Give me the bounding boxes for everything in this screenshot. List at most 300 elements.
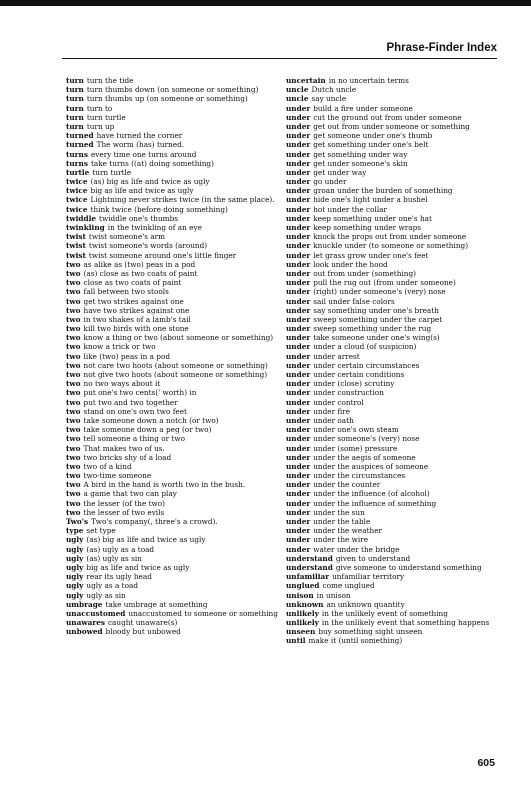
index-entry [66, 434, 278, 443]
index-entry [66, 223, 278, 232]
index-entry [286, 361, 498, 370]
index-entry [66, 425, 278, 434]
index-entry [286, 333, 498, 342]
index-phrase: in unison [316, 590, 351, 600]
index-headword: under [286, 333, 311, 343]
index-headword: ugly [66, 572, 84, 582]
index-phrase: under certain circumstances [313, 360, 420, 370]
index-headword: under [286, 149, 311, 159]
index-phrase: in the unlikely event that something happens [321, 618, 490, 628]
index-headword: twist [66, 232, 86, 242]
index-entry [286, 113, 498, 122]
index-entry [66, 232, 278, 241]
index-entry [66, 241, 278, 250]
index-headword: two [66, 452, 81, 462]
index-entry [286, 251, 498, 260]
index-entry [286, 269, 498, 278]
index-phrase: every time one turns around [90, 149, 197, 159]
index-phrase: under the circumstances [313, 471, 406, 481]
index-phrase: ugly as sin [86, 590, 126, 600]
index-entry [286, 379, 498, 388]
index-phrase: a game that two can play [83, 489, 177, 499]
index-entry [286, 85, 498, 94]
index-phrase: under control [313, 397, 364, 407]
index-headword: under [286, 342, 311, 352]
index-headword: under [286, 379, 311, 389]
index-phrase: have two strikes against one [83, 305, 190, 315]
index-headword: twice [66, 195, 88, 205]
index-headword: under [286, 480, 311, 490]
index-entry [66, 76, 278, 85]
index-headword: under [286, 443, 311, 453]
index-entry [66, 563, 278, 572]
index-entry [286, 499, 498, 508]
index-entry [286, 342, 498, 351]
index-entry [286, 508, 498, 517]
index-phrase: rear its ugly head [86, 572, 152, 582]
index-entry [66, 517, 278, 526]
index-headword: under [286, 158, 311, 168]
index-phrase: get someone under one's thumb [313, 131, 433, 141]
index-entry [286, 150, 498, 159]
index-phrase: knuckle under (to someone or something) [313, 241, 469, 251]
index-phrase: That makes two of us. [83, 443, 165, 453]
index-phrase: hide one's light under a bushel [313, 195, 428, 205]
index-phrase: given to understand [335, 553, 411, 563]
index-headword: under [286, 213, 311, 223]
index-entry [286, 324, 498, 333]
index-entry [286, 186, 498, 195]
index-phrase: turn turtle [86, 112, 126, 122]
index-entry [286, 370, 498, 379]
index-headword: unbowed [66, 627, 103, 637]
index-entry [286, 618, 498, 627]
index-headword: under [286, 471, 311, 481]
index-headword: turn [66, 103, 84, 113]
index-headword: under [286, 186, 311, 196]
index-phrase: kill two birds with one stone [83, 324, 189, 334]
index-entry [66, 251, 278, 260]
index-entry [286, 416, 498, 425]
running-header-title: Phrase-Finder Index [386, 42, 497, 54]
index-phrase: under oath [313, 415, 354, 425]
index-phrase: two-time someone [83, 471, 152, 481]
index-entry [66, 278, 278, 287]
index-headword: Two's [66, 517, 89, 526]
index-phrase: hot under the collar [313, 204, 387, 214]
index-phrase: an unknown quantity [326, 599, 405, 609]
index-entry [66, 609, 278, 618]
index-entry [286, 352, 498, 361]
index-entry [66, 205, 278, 214]
index-phrase: sweep something under the rug [313, 324, 432, 334]
index-phrase: under someone's (very) nose [313, 434, 420, 444]
index-phrase: come unglued [322, 581, 375, 591]
index-entry [66, 554, 278, 563]
index-headword: under [286, 425, 311, 435]
index-phrase: take someone down a notch (or two) [83, 415, 219, 425]
index-entry [286, 177, 498, 186]
index-phrase: under one's own steam [313, 425, 399, 435]
index-headword: two [66, 333, 81, 343]
index-phrase: get something under one's belt [313, 140, 429, 150]
index-headword: turn [66, 85, 84, 95]
index-phrase: under the influence of something [313, 498, 437, 508]
index-phrase: not care two hoots (about someone or something) [83, 360, 268, 370]
index-entry [66, 150, 278, 159]
index-phrase: (as) big as life and twice as ugly [86, 535, 206, 545]
index-entry [286, 572, 498, 581]
index-entry [66, 140, 278, 149]
index-column-left [66, 76, 278, 636]
index-headword: under [286, 526, 311, 536]
index-headword: under [286, 397, 311, 407]
index-entry [66, 168, 278, 177]
index-entry [286, 627, 498, 636]
index-phrase: know a trick or two [83, 342, 156, 352]
index-entry [286, 535, 498, 544]
index-headword: two [66, 480, 81, 490]
index-phrase: (as) ugly as sin [86, 553, 142, 563]
index-entry [286, 581, 498, 590]
index-entry [66, 342, 278, 351]
index-phrase: look under the hood [313, 259, 388, 269]
index-headword: unawares [66, 618, 105, 628]
index-phrase: cut the ground out from under someone [313, 112, 462, 122]
index-entry [66, 600, 278, 609]
index-entry [286, 407, 498, 416]
index-entry [66, 471, 278, 480]
index-headword: under [286, 314, 311, 324]
index-entry [66, 627, 278, 636]
index-headword: turned [66, 131, 94, 141]
page-number: 605 [477, 757, 495, 769]
index-entry [286, 545, 498, 554]
index-headword: under [286, 278, 311, 288]
index-headword: until [286, 636, 306, 646]
index-entry [286, 122, 498, 131]
index-phrase: under the table [313, 517, 371, 526]
index-headword: under [286, 195, 311, 205]
index-entry [286, 563, 498, 572]
index-phrase: think twice (before doing something) [90, 204, 228, 214]
index-entry [286, 434, 498, 443]
index-phrase: unfamiliar territory [332, 572, 405, 582]
index-headword: two [66, 268, 81, 278]
index-phrase: under certain conditions [313, 370, 405, 379]
index-phrase: set type [86, 526, 116, 536]
index-entry [66, 113, 278, 122]
index-entry [286, 223, 498, 232]
index-headword: under [286, 204, 311, 214]
index-entry [66, 94, 278, 103]
index-headword: twist [66, 250, 86, 260]
index-headword: understand [286, 562, 333, 572]
index-entry [286, 517, 498, 526]
index-entry [286, 600, 498, 609]
index-phrase: Lightning never strikes twice (in the same place). [90, 195, 275, 205]
index-entry [66, 324, 278, 333]
index-headword: under [286, 370, 311, 379]
index-entry [66, 159, 278, 168]
index-headword: turtle [66, 167, 90, 177]
index-phrase: pull the rug out (from under someone) [313, 278, 456, 288]
index-entry [66, 104, 278, 113]
index-headword: two [66, 397, 81, 407]
index-phrase: two of a kind [83, 461, 132, 471]
index-phrase: unaccustomed to someone or something [128, 608, 278, 618]
index-headword: two [66, 388, 81, 398]
index-entry [286, 306, 498, 315]
index-entry [66, 581, 278, 590]
index-entry [66, 297, 278, 306]
index-entry [286, 159, 498, 168]
index-entry [286, 526, 498, 535]
index-phrase: no two ways about it [83, 379, 161, 389]
index-phrase: (as) big as life and twice as ugly [90, 177, 210, 187]
index-headword: two [66, 471, 81, 481]
index-headword: under [286, 305, 311, 315]
index-headword: under [286, 498, 311, 508]
index-entry [66, 462, 278, 471]
index-headword: two [66, 461, 81, 471]
index-headword: understand [286, 553, 333, 563]
index-entry [286, 241, 498, 250]
index-entry [286, 104, 498, 113]
index-phrase: put one's two cents(' worth) in [83, 388, 197, 398]
index-headword: two [66, 425, 81, 435]
index-phrase: turn to [86, 103, 113, 113]
index-entry [66, 333, 278, 342]
index-column-right [286, 76, 498, 646]
index-headword: under [286, 535, 311, 545]
index-entry [66, 535, 278, 544]
index-headword: unknown [286, 599, 324, 609]
index-phrase: twist someone around one's little finger [88, 250, 237, 260]
index-entry [286, 168, 498, 177]
index-headword: under [286, 452, 311, 462]
index-headword: two [66, 415, 81, 425]
index-headword: under [286, 268, 311, 278]
index-headword: under [286, 517, 311, 526]
index-phrase: in two shakes of a lamb's tail [83, 314, 191, 324]
index-phrase: let grass grow under one's feet [313, 250, 429, 260]
index-headword: two [66, 406, 81, 416]
index-headword: under [286, 324, 311, 334]
index-entry [286, 471, 498, 480]
index-entry [66, 618, 278, 627]
index-phrase: The worm (has) turned. [96, 140, 185, 150]
index-headword: ugly [66, 562, 84, 572]
index-headword: under [286, 167, 311, 177]
index-headword: turn [66, 121, 84, 131]
index-headword: two [66, 259, 81, 269]
index-phrase: know a thing or two (about someone or something) [83, 333, 274, 343]
index-entry [66, 545, 278, 554]
index-entry [286, 195, 498, 204]
index-phrase: under the counter [313, 480, 381, 490]
index-headword: two [66, 324, 81, 334]
index-phrase: not give two hoots (about someone or something) [83, 370, 268, 379]
index-headword: two [66, 351, 81, 361]
index-phrase: twist someone's arm [88, 232, 166, 242]
index-headword: two [66, 342, 81, 352]
index-headword: two [66, 379, 81, 389]
index-headword: turns [66, 158, 88, 168]
index-phrase: in the unlikely event of something [321, 608, 448, 618]
index-headword: uncle [286, 85, 309, 95]
header-rule-top [0, 0, 531, 6]
index-headword: ugly [66, 535, 84, 545]
index-phrase: give someone to understand something [335, 562, 482, 572]
index-phrase: sail under false colors [313, 296, 395, 306]
index-phrase: twist someone's words (around) [88, 241, 208, 251]
index-entry [286, 489, 498, 498]
index-headword: under [286, 434, 311, 444]
index-entry [286, 287, 498, 296]
index-headword: two [66, 296, 81, 306]
index-headword: uncertain [286, 76, 326, 85]
index-entry [286, 94, 498, 103]
index-phrase: under the auspices of someone [313, 461, 429, 471]
index-phrase: big as life and twice as ugly [90, 186, 194, 196]
index-phrase: keep something under one's hat [313, 213, 432, 223]
index-phrase: the lesser (of the two) [83, 498, 166, 508]
index-entry [66, 388, 278, 397]
index-phrase: sweep something under the carpet [313, 314, 443, 324]
index-headword: unlikely [286, 618, 319, 628]
index-entry [286, 453, 498, 462]
index-entry [66, 480, 278, 489]
index-headword: under [286, 489, 311, 499]
index-phrase: caught unaware(s) [107, 618, 178, 628]
index-entry [66, 214, 278, 223]
index-entry [286, 554, 498, 563]
index-headword: unlikely [286, 608, 319, 618]
index-entry [66, 370, 278, 379]
index-phrase: ugly as a toad [86, 581, 138, 591]
index-entry [66, 444, 278, 453]
header-divider [62, 58, 497, 59]
index-phrase: as alike as (two) peas in a pod [83, 259, 196, 269]
index-entry [286, 315, 498, 324]
index-phrase: say uncle [311, 94, 347, 104]
index-headword: under [286, 223, 311, 232]
index-phrase: groan under the burden of something [313, 186, 453, 196]
index-entry [286, 76, 498, 85]
index-headword: under [286, 415, 311, 425]
index-headword: twice [66, 177, 88, 187]
index-entry [66, 122, 278, 131]
index-phrase: turn thumbs down (on someone or something) [86, 85, 259, 95]
index-phrase: like (two) peas in a pod [83, 351, 171, 361]
index-phrase: Dutch uncle [311, 85, 357, 95]
index-entry [286, 278, 498, 287]
index-headword: unison [286, 590, 314, 600]
index-phrase: build a fire under someone [313, 103, 413, 113]
index-headword: unaccustomed [66, 608, 126, 618]
index-headword: twice [66, 204, 88, 214]
index-entry [286, 388, 498, 397]
index-headword: under [286, 241, 311, 251]
index-phrase: in the twinkling of an eye [107, 223, 202, 232]
index-headword: twinkling [66, 223, 105, 232]
index-entry [66, 416, 278, 425]
index-entry [66, 85, 278, 94]
index-entry [286, 260, 498, 269]
index-entry [286, 462, 498, 471]
index-entry [66, 489, 278, 498]
index-phrase: turn the tide [86, 76, 134, 85]
index-phrase: under (some) pressure [313, 443, 398, 453]
index-phrase: get out from under someone or something [313, 121, 470, 131]
index-phrase: get two strikes against one [83, 296, 184, 306]
index-headword: under [286, 388, 311, 398]
index-phrase: take turns ((at) doing something) [90, 158, 214, 168]
index-entry [286, 636, 498, 645]
index-entry [66, 287, 278, 296]
index-headword: unglued [286, 581, 320, 591]
index-headword: two [66, 507, 81, 517]
index-entry [286, 609, 498, 618]
index-phrase: fall between two stools [83, 287, 169, 297]
index-entry [66, 361, 278, 370]
index-entry [286, 398, 498, 407]
index-headword: under [286, 259, 311, 269]
index-phrase: have turned the corner [96, 131, 183, 141]
index-entry [66, 269, 278, 278]
index-phrase: get under someone's skin [313, 158, 408, 168]
index-entry [66, 352, 278, 361]
index-phrase: buy something sight unseen [318, 627, 423, 637]
index-headword: two [66, 443, 81, 453]
index-phrase: under the wire [313, 535, 369, 545]
index-entry [66, 591, 278, 600]
index-headword: turned [66, 140, 94, 150]
index-headword: ugly [66, 590, 84, 600]
index-phrase: close as two coats of paint [83, 278, 182, 288]
index-headword: under [286, 140, 311, 150]
index-headword: two [66, 314, 81, 324]
index-phrase: get under way [313, 167, 367, 177]
index-entry [286, 131, 498, 140]
index-entry [286, 591, 498, 600]
index-headword: under [286, 544, 311, 554]
index-headword: under [286, 461, 311, 471]
index-headword: type [66, 526, 84, 536]
index-entry [66, 131, 278, 140]
index-phrase: water under the bridge [313, 544, 400, 554]
index-entry [66, 379, 278, 388]
index-phrase: turn turtle [92, 167, 132, 177]
index-entry [286, 214, 498, 223]
index-headword: ugly [66, 553, 84, 563]
index-headword: twice [66, 186, 88, 196]
index-phrase: A bird in the hand is worth two in the bush. [83, 480, 246, 490]
index-headword: two [66, 278, 81, 288]
index-phrase: twiddle one's thumbs [99, 213, 179, 223]
index-headword: turn [66, 94, 84, 104]
index-phrase: under the aegis of someone [313, 452, 416, 462]
index-headword: ugly [66, 581, 84, 591]
index-entry [66, 186, 278, 195]
index-headword: under [286, 112, 311, 122]
index-headword: under [286, 360, 311, 370]
index-headword: turn [66, 112, 84, 122]
index-headword: under [286, 296, 311, 306]
index-phrase: keep something under wraps [313, 223, 421, 232]
index-headword: two [66, 370, 81, 379]
